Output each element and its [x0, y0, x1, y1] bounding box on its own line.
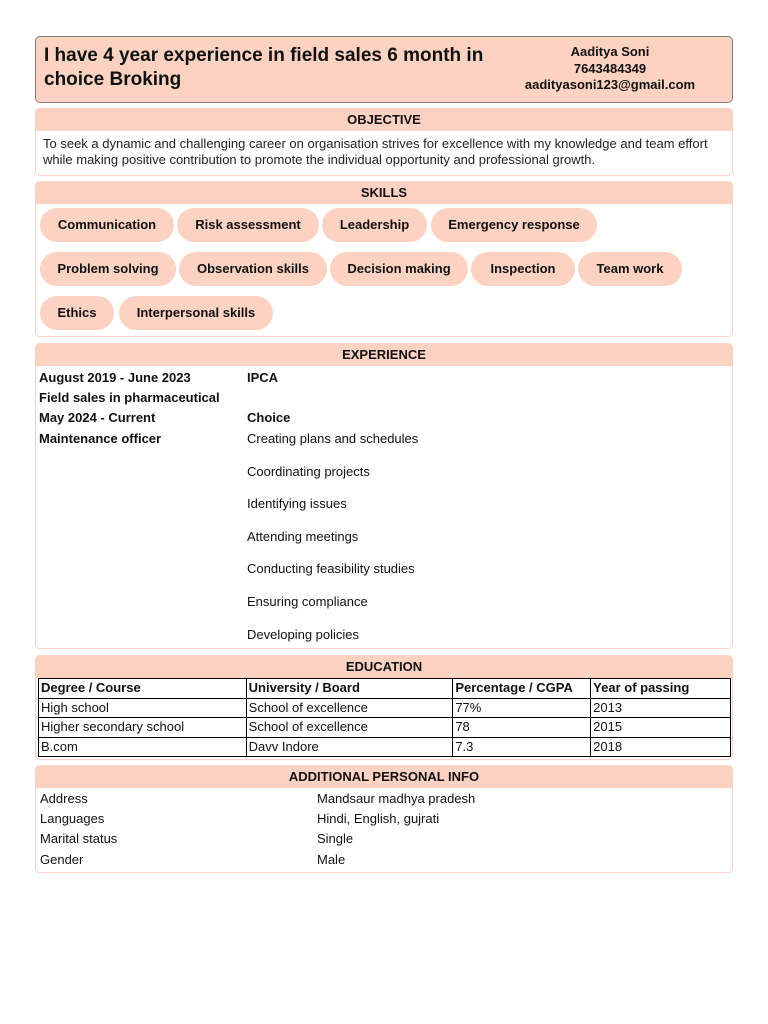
- table-cell: School of excellence: [246, 698, 453, 718]
- job-role: Field sales in pharmaceutical: [39, 390, 220, 405]
- skill-chip: Inspection: [471, 252, 575, 286]
- phone-number: 7643484349: [573, 60, 647, 76]
- section-heading: ADDITIONAL PERSONAL INFO: [36, 766, 732, 788]
- skill-chip: Team work: [578, 252, 682, 286]
- job-dates: August 2019 - June 2023: [39, 370, 191, 385]
- column-header: Year of passing: [591, 679, 731, 699]
- table-row: [39, 718, 731, 738]
- skill-chip: Decision making: [330, 252, 468, 286]
- duty-item: Coordinating projects: [247, 464, 370, 479]
- info-label: Gender: [40, 852, 84, 867]
- duty-item: Developing policies: [247, 627, 360, 642]
- skill-chip: Ethics: [40, 296, 114, 330]
- duty-item: Attending meetings: [247, 529, 359, 544]
- email-address: aadityasoni123@gmail.com: [524, 77, 696, 92]
- skills-section: [35, 181, 733, 337]
- candidate-name: Aaditya Soni: [570, 44, 650, 59]
- info-value: Single: [317, 831, 354, 846]
- job-role: Maintenance officer: [39, 431, 162, 446]
- table-row: [39, 698, 731, 718]
- duty-item: Ensuring compliance: [247, 594, 368, 609]
- column-header: Degree / Course: [39, 679, 247, 699]
- info-value: Mandsaur madhya pradesh: [317, 791, 476, 806]
- table-cell: Davv Indore: [246, 737, 453, 757]
- section-heading: EXPERIENCE: [36, 344, 732, 366]
- job-dates: May 2024 - Current: [39, 410, 156, 425]
- skill-chip: Problem solving: [40, 252, 176, 286]
- job-company: Choice: [247, 410, 291, 425]
- education-table: [38, 678, 731, 757]
- column-header: Percentage / CGPA: [453, 679, 591, 699]
- table-cell: 77%: [453, 698, 591, 718]
- skill-chip: Emergency response: [431, 208, 597, 242]
- skill-chip: Leadership: [322, 208, 427, 242]
- education-section: [35, 655, 733, 760]
- experience-section: [35, 343, 733, 649]
- job-company: IPCA: [247, 370, 279, 385]
- table-cell: High school: [39, 698, 247, 718]
- table-header-row: [39, 679, 731, 699]
- headline: I have 4 year experience in field sales 6 month in choice Broking: [44, 45, 484, 90]
- objective-section: [35, 108, 733, 176]
- info-value: Male: [317, 852, 346, 867]
- duty-item: Creating plans and schedules: [247, 431, 419, 446]
- skill-chip: Communication: [40, 208, 174, 242]
- objective-text: To seek a dynamic and challenging career on organisation strives for excellence with my knowledge and team effort while making positive contribution to promote the individual opportunity and professional growth.: [43, 136, 708, 167]
- info-label: Languages: [40, 811, 105, 826]
- table-cell: 2013: [591, 698, 731, 718]
- info-value: Hindi, English, gujrati: [317, 811, 440, 826]
- table-cell: 2018: [591, 737, 731, 757]
- table-cell: School of excellence: [246, 718, 453, 738]
- personal-info-section: [35, 765, 733, 873]
- resume-header: [35, 36, 733, 103]
- table-row: [39, 737, 731, 757]
- table-cell: 78: [453, 718, 591, 738]
- contact-block: [510, 44, 710, 94]
- skill-chip: Observation skills: [179, 252, 327, 286]
- skill-chip: Interpersonal skills: [119, 296, 273, 330]
- info-label: Marital status: [40, 831, 118, 846]
- table-cell: 2015: [591, 718, 731, 738]
- section-heading: OBJECTIVE: [36, 109, 732, 131]
- section-heading: EDUCATION: [36, 656, 732, 678]
- table-cell: B.com: [39, 737, 247, 757]
- info-label: Address: [40, 791, 88, 806]
- duty-item: Identifying issues: [247, 496, 347, 511]
- duty-item: Conducting feasibility studies: [247, 561, 415, 576]
- table-cell: Higher secondary school: [39, 718, 247, 738]
- table-cell: 7.3: [453, 737, 591, 757]
- column-header: University / Board: [246, 679, 453, 699]
- section-heading: SKILLS: [36, 182, 732, 204]
- skill-chip: Risk assessment: [177, 208, 319, 242]
